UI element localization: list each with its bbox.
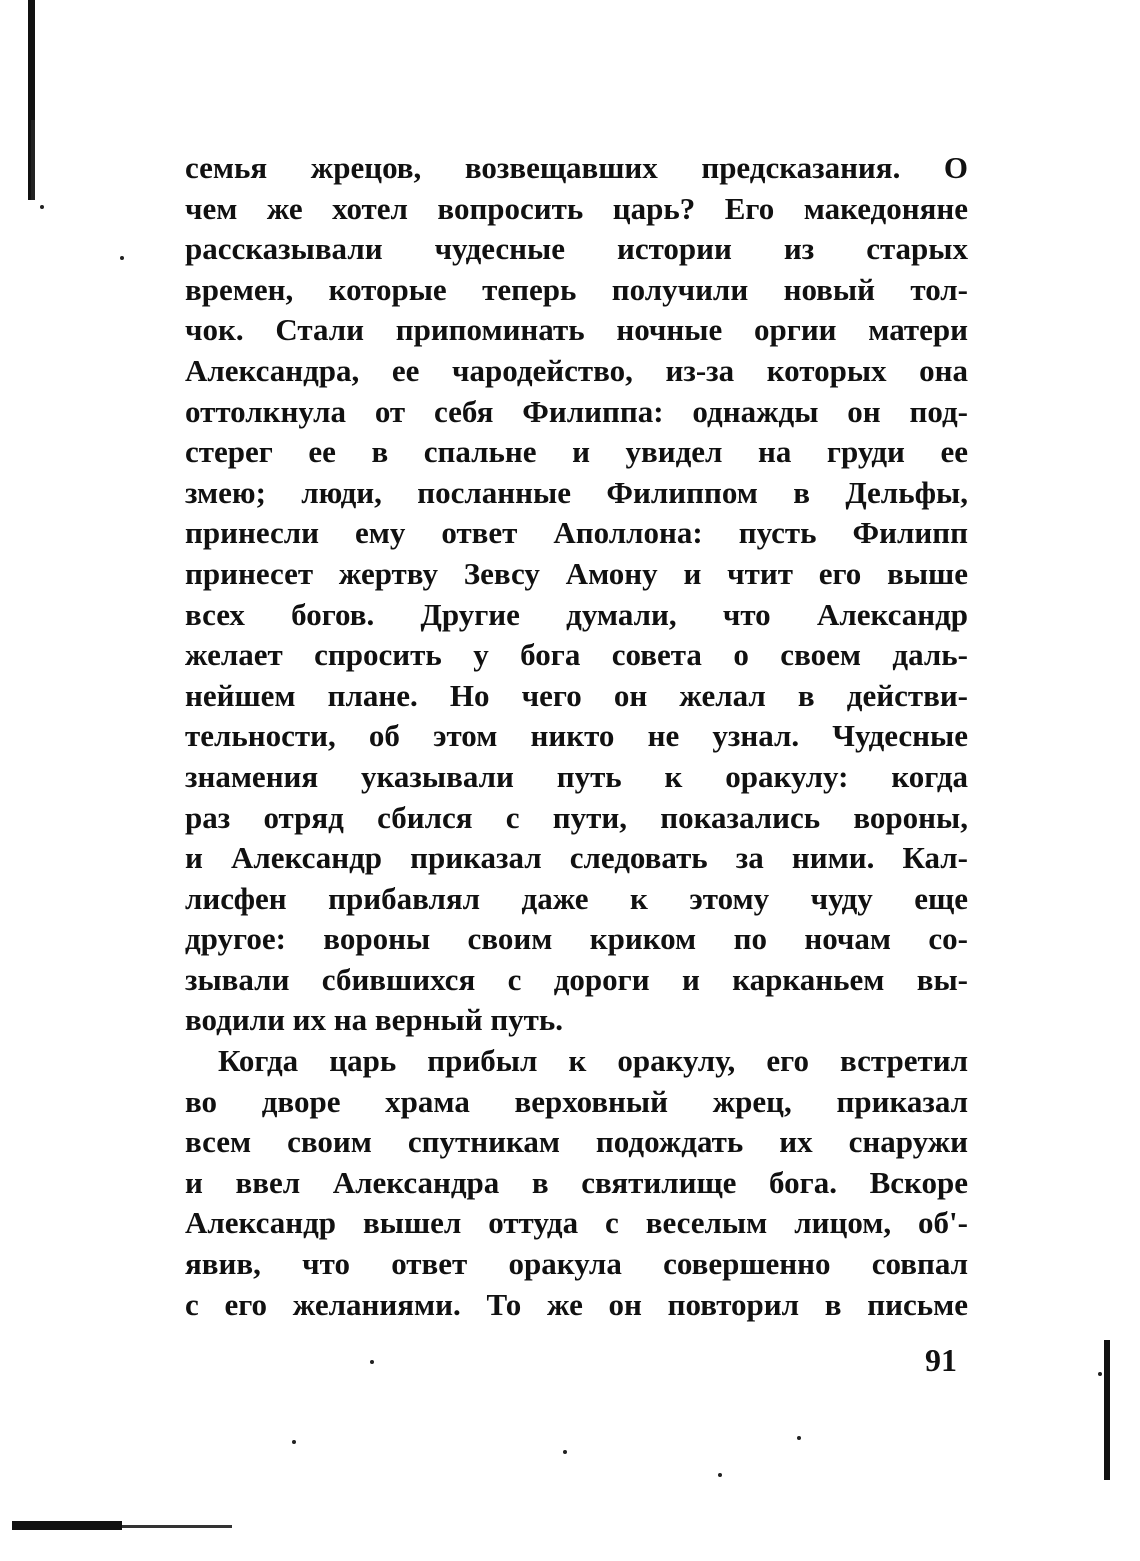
- text-line: принесли ему ответ Аполлона: пусть Филипп: [185, 515, 968, 551]
- scan-bottom-artifact: [12, 1521, 122, 1530]
- text-line: всем своим спутникам подождать их снаружи: [185, 1124, 968, 1160]
- scan-speck: [40, 205, 44, 209]
- text-line: раз отряд сбился с пути, показались вороны,: [185, 799, 968, 835]
- text-line: другое: вороны своим криком по ночам со-: [185, 921, 968, 957]
- text-line: и Александр приказал следовать за ними. Кал-: [185, 840, 968, 876]
- text-line: семья жрецов, возвещавших предсказания. О: [185, 150, 968, 185]
- text-line: Александр вышел оттуда с веселым лицом, об'-: [185, 1205, 968, 1241]
- scan-speck: [1098, 1372, 1102, 1376]
- text-line: лисфен прибавлял даже к этому чуду еще: [185, 880, 968, 916]
- scan-bottom-artifact-tail: [122, 1525, 232, 1528]
- text-line: во дворе храма верховный жрец, приказал: [185, 1083, 968, 1119]
- text-line: и ввел Александра в святилище бога. Вскоре: [185, 1164, 968, 1200]
- text-line: чок. Стали припоминать ночные оргии матери: [185, 312, 968, 348]
- text-line: Александра, ее чародейство, из-за которых она: [185, 352, 968, 388]
- text-line: оттолкнула от себя Филиппа: однажды он под-: [185, 393, 968, 429]
- paragraph-first-line: Когда царь прибыл к оракулу, его встретил: [218, 1043, 968, 1079]
- text-line: знамения указывали путь к оракулу: когда: [185, 758, 968, 794]
- text-line: стерег ее в спальне и увидел на груди ее: [185, 434, 968, 470]
- text-line: змею; люди, посланные Филиппом в Дельфы,: [185, 474, 968, 510]
- scan-edge-artifact-right: [1104, 1340, 1110, 1480]
- scan-speck: [370, 1360, 374, 1364]
- text-line: нейшем плане. Но чего он желал в действи-: [185, 677, 968, 713]
- text-line: принесет жертву Зевсу Амону и чтит его выше: [185, 555, 968, 591]
- text-line: чем же хотел вопросить царь? Его македоняне: [185, 190, 968, 226]
- text-line: тельности, об этом никто не узнал. Чудесные: [185, 718, 968, 754]
- scan-speck: [292, 1440, 296, 1444]
- text-line: всех богов. Другие думали, что Александр: [185, 596, 968, 632]
- scan-speck: [718, 1473, 722, 1477]
- text-line: с его желаниями. То же он повторил в письме: [185, 1286, 968, 1322]
- text-line: рассказывали чудесные истории из старых: [185, 231, 968, 267]
- text-line: явив, что ответ оракула совершенно совпал: [185, 1246, 968, 1282]
- page-number: 91: [925, 1342, 957, 1378]
- body-text: [185, 148, 968, 1325]
- scan-speck: [120, 256, 124, 260]
- scan-speck: [797, 1436, 801, 1440]
- text-line: желает спросить у бога совета о своем даль-: [185, 637, 968, 673]
- scan-edge-artifact-left-lower: [31, 120, 35, 200]
- text-line: времен, которые теперь получили новый тол-: [185, 271, 968, 307]
- scan-speck: [563, 1450, 567, 1454]
- paragraph-last-line: водили их на верный путь.: [185, 1002, 564, 1038]
- text-line: зывали сбившихся с дороги и карканьем вы-: [185, 961, 968, 997]
